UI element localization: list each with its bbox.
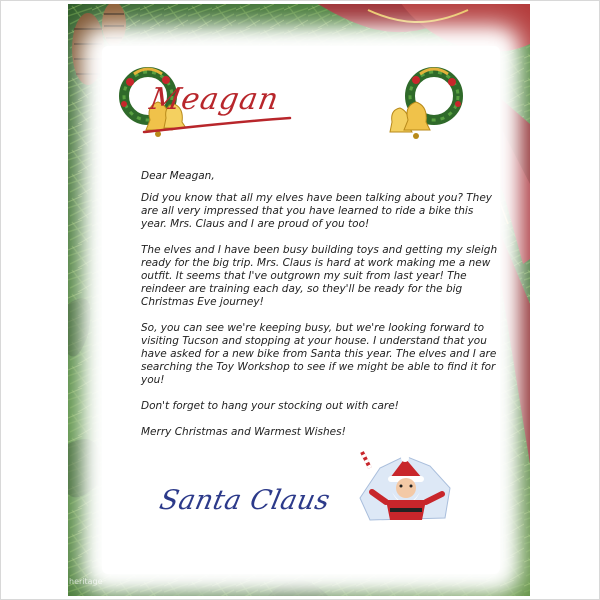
letter-paragraph: Did you know that all my elves have been talking about you? They are all very impressed that you have learned to ride a bike this year. Mrs. Claus and I are proud of you too! <box>141 192 493 230</box>
greeting: Dear Meagan, <box>141 170 215 182</box>
letter-title <box>146 80 450 140</box>
title-swash <box>142 116 292 136</box>
pine-cone-icon <box>72 13 104 85</box>
letter-paragraph: The elves and I have been busy building toys and getting my sleigh ready for the big trip. Mrs. Claus is hard at work making me a new outfit. It seems that I've outgrown my suit from last year! The reindeer are training each day, so they'll be ready for the big Christmas Eve journey! <box>141 244 498 308</box>
letter-body <box>141 170 501 452</box>
letter-paragraph: Don't forget to hang your stocking out with care! <box>141 400 399 412</box>
recipient-name-title: Meagan <box>146 82 282 117</box>
letter-paragraph: So, you can see we're keeping busy, but we're looking forward to visiting Tucson and stopping at your house. I understand that you have asked for a new bike from Santa this year. The elves and I are searching the Toy Workshop to see if we might be able to find it for you! <box>141 322 497 386</box>
santa-icon <box>350 448 460 528</box>
closing-line: Merry Christmas and Warmest Wishes! <box>141 426 346 438</box>
watermark-text: heritage <box>69 577 103 586</box>
santa-signature: Santa Claus <box>156 485 333 516</box>
